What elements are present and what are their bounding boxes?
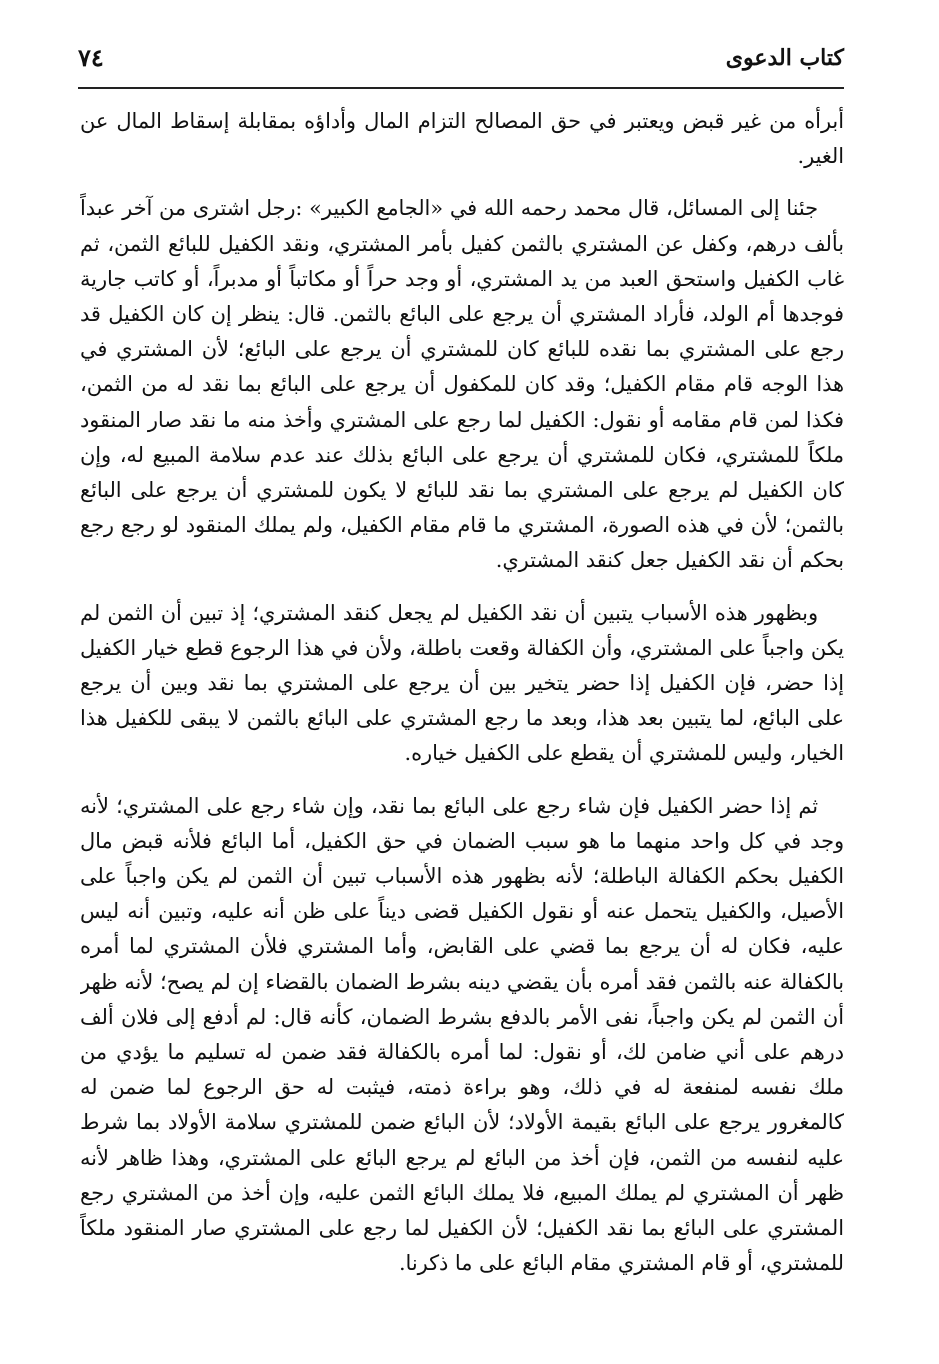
paragraph: أبرأه من غير قبض ويعتبر في حق المصالح التزام المال وأداؤه بمقابلة إسقاط المال عن الغير. bbox=[80, 109, 844, 169]
paragraph: وبظهور هذه الأسباب يتبين أن نقد الكفيل لم يجعل كنقد المشتري؛ إذ تبين أن الثمن لم يكن واجباً على المشتري، وأن الكفالة وقعت باطلة، ولأن في هذا الرجوع قطع خيار الكفيل إذا حضر، فإن الكفيل إذا حضر يتخير بين أن يرجع على المشتري بما نقد وبين أن يرجع على البائع، لما يتبين بعد هذا، وبعد ما رجع المشتري على البائع بالثمن لا يبقى للكفيل هذا الخيار، وليس للمشتري أن يقطع على الكفيل خياره. bbox=[80, 600, 844, 766]
page-number: ٧٤ bbox=[78, 43, 104, 72]
paragraph: جئنا إلى المسائل، قال محمد رحمه الله في «الجامع الكبير» :رجل اشترى من آخر عبداً بألف درهم، وكفل عن المشتري بالثمن كفيل بأمر المشتري، ونقد الكفيل للبائع الثمن، ثم غاب الكفيل واستحق العبد من يد المشتري، أو وجد حراً أو مكاتباً أو مدبراً، أو كاتب جارية فوجدها أم الولد، فأراد المشتري أن يرجع على البائع بالثمن. قال: ينظر إن كان الكفيل قد رجع على المشتري بما نقده للبائع كان للمشتري أن يرجع على البائع؛ لأن المشتري في هذا الوجه قام مقام الكفيل؛ وقد كان للمكفول أن يرجع على البائع بما نقد له من الثمن، فكذا لمن قام مقامه أو نقول: الكفيل لما رجع على المشتري وأخذ منه ما نقد صار المنقود ملكاً للمشتري، فكان للمشتري أن يرجع على البائع بذلك عند عدم سلامة المبيع له، وإن كان الكفيل لم يرجع على المشتري بما نقد للبائع لا يكون للمشتري أن يرجع على البائع بالثمن؛ لأن في هذه الصورة، المشتري ما قام مقام الكفيل، ولم يملك المنقود لو رجع رجع بحكم أن نقد الكفيل جعل كنقد المشتري. bbox=[80, 196, 844, 573]
body-text bbox=[80, 104, 844, 1349]
page-header bbox=[78, 38, 844, 86]
paragraph: ثم إذا حضر الكفيل فإن شاء رجع على البائع بما نقد، وإن شاء رجع على المشتري؛ لأنه وجد في كل واحد منهما ما هو سبب الضمان في حق الكفيل، أما البائع فلأنه قبض مال الكفيل بحكم الكفالة الباطلة؛ لأنه بظهور هذه الأسباب تبين أن الثمن لم يكن واجباً على الأصيل، والكفيل يتحمل عنه أو نقول الكفيل قضى ديناً على ظن أنه عليه، وتبين أنه ليس عليه، فكان له أن يرجع بما قضي على القابض، وأما المشتري فلأن المشتري لما أمره بالكفالة عنه بالثمن فقد أمره بأن يقضي دينه بشرط الضمان بالقضاء إن لم يصح؛ لأنه ظهر أن الثمن لم يكن واجباً، نفى الأمر بالدفع بشرط الضمان، كأنه قال: لم أدفع إلى فلان ألف درهم على أني ضامن لك، أو نقول: لما أمره بالكفالة فقد ضمن له تسليم ما يؤدي من ملك نفسه لمنفعة له في ذلك، وهو براءة ذمته، فيثبت له حق الرجوع لما ضمن له كالمغرور يرجع على البائع بقيمة الأولاد؛ لأن البائع ضمن للمشتري سلامة الأولاد بما شرط عليه لنفسه من الثمن، فإن أخذ من البائع لم يرجع البائع على المشتري، وهذا ظاهر لأنه ظهر أن المشتري لم يملك المبيع، فلا يملك البائع الثمن عليه، وإن أخذ من المشتري رجع المشتري على البائع بما نقد الكفيل؛ لأن الكفيل لما رجع على المشتري صار المنقود ملكاً للمشتري، أو قام المشتري مقام البائع على ما ذكرنا. bbox=[80, 793, 844, 1276]
header-rule bbox=[78, 87, 844, 89]
running-title: كتاب الدعوى bbox=[725, 45, 844, 71]
